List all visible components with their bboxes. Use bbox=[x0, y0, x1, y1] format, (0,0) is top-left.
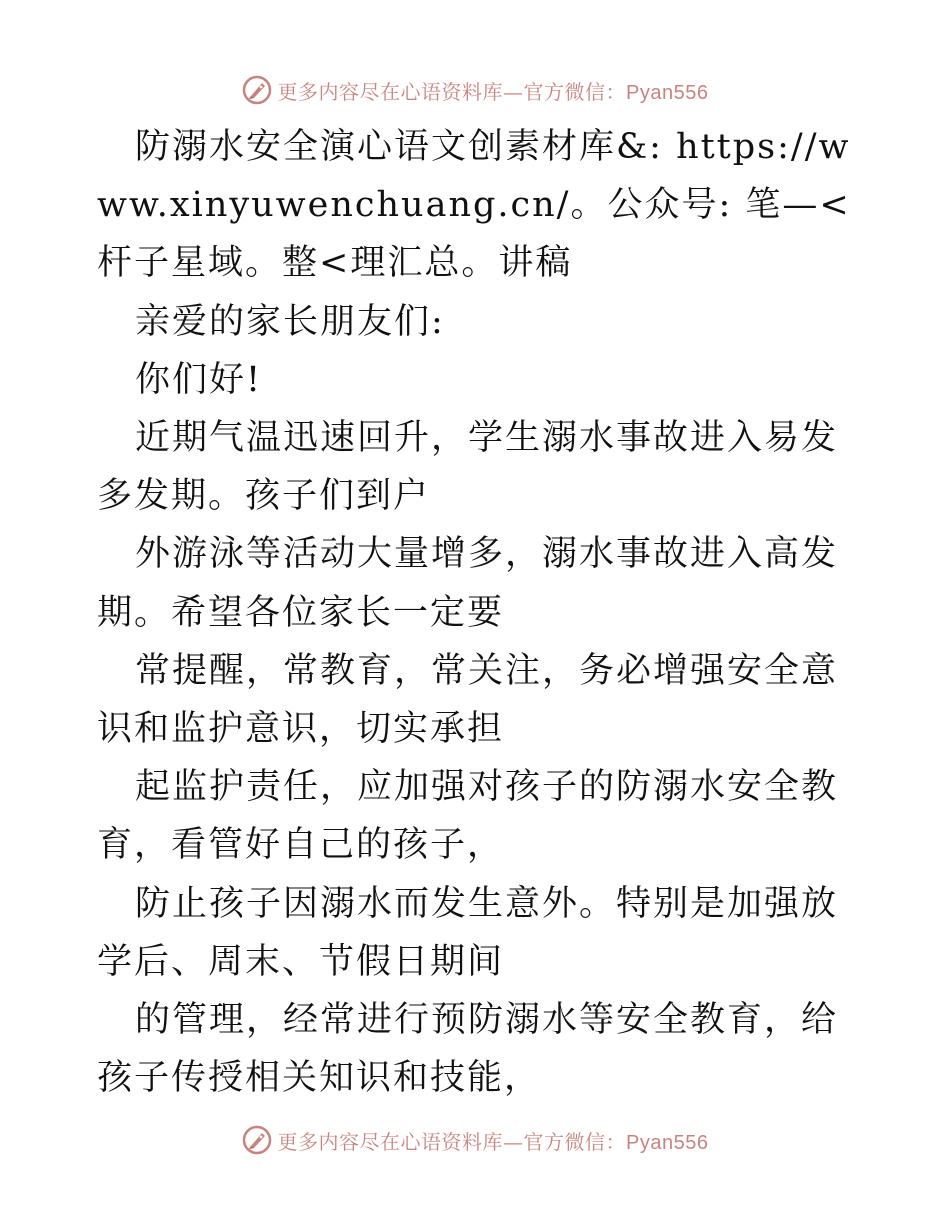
header-site-slogan: 更多内容尽在心语资料库 bbox=[277, 79, 504, 104]
paragraph-body-4: 起监护责任，应加强对孩子的防溺水安全教育，看管好自己的孩子， bbox=[97, 767, 839, 866]
footer-site-slogan: 更多内容尽在心语资料库 bbox=[277, 1129, 504, 1154]
header-banner-text bbox=[278, 76, 709, 105]
paragraph-body-1: 近期气温迅速回升，学生溺水事故进入易发多发期。孩子们到户 bbox=[97, 418, 839, 517]
paragraph-salutation: 亲爱的家长朋友们: bbox=[135, 301, 445, 342]
pen-nib-logo-icon bbox=[242, 1125, 272, 1155]
footer-wechat-id: Pyan556 bbox=[626, 1131, 709, 1154]
footer-banner-text bbox=[278, 1126, 709, 1155]
header-separator: — bbox=[503, 79, 524, 104]
paragraph-body-6: 的管理，经常进行预防溺水等安全教育，给孩子传授相关知识和技能， bbox=[97, 1000, 839, 1099]
header-banner bbox=[0, 70, 950, 110]
footer-banner bbox=[0, 1120, 950, 1160]
paragraph-source-note: 防溺水安全演心语文创素材库&: https://www.xinyuwenchuang.cn/。公众号: 笔—<杆子星域。整<理汇总。讲稿 bbox=[97, 127, 851, 284]
footer-wechat-label: 官方微信： bbox=[523, 1129, 627, 1154]
paragraph-body-2: 外游泳等活动大量增多，溺水事故进入高发期。希望各位家长一定要 bbox=[97, 534, 839, 633]
pen-nib-logo-icon bbox=[242, 75, 272, 105]
paragraph-body-3: 常提醒，常教育，常关注，务必增强安全意识和监护意识，切实承担 bbox=[97, 650, 839, 750]
header-wechat-id: Pyan556 bbox=[626, 81, 709, 104]
paragraph-body-5: 防止孩子因溺水而发生意外。特别是加强放学后、周末、节假日期间 bbox=[97, 883, 839, 982]
paragraph-greeting: 你们好! bbox=[135, 359, 263, 400]
footer-separator: — bbox=[503, 1129, 524, 1154]
header-wechat-label: 官方微信： bbox=[523, 79, 627, 104]
document-body bbox=[97, 118, 857, 1107]
